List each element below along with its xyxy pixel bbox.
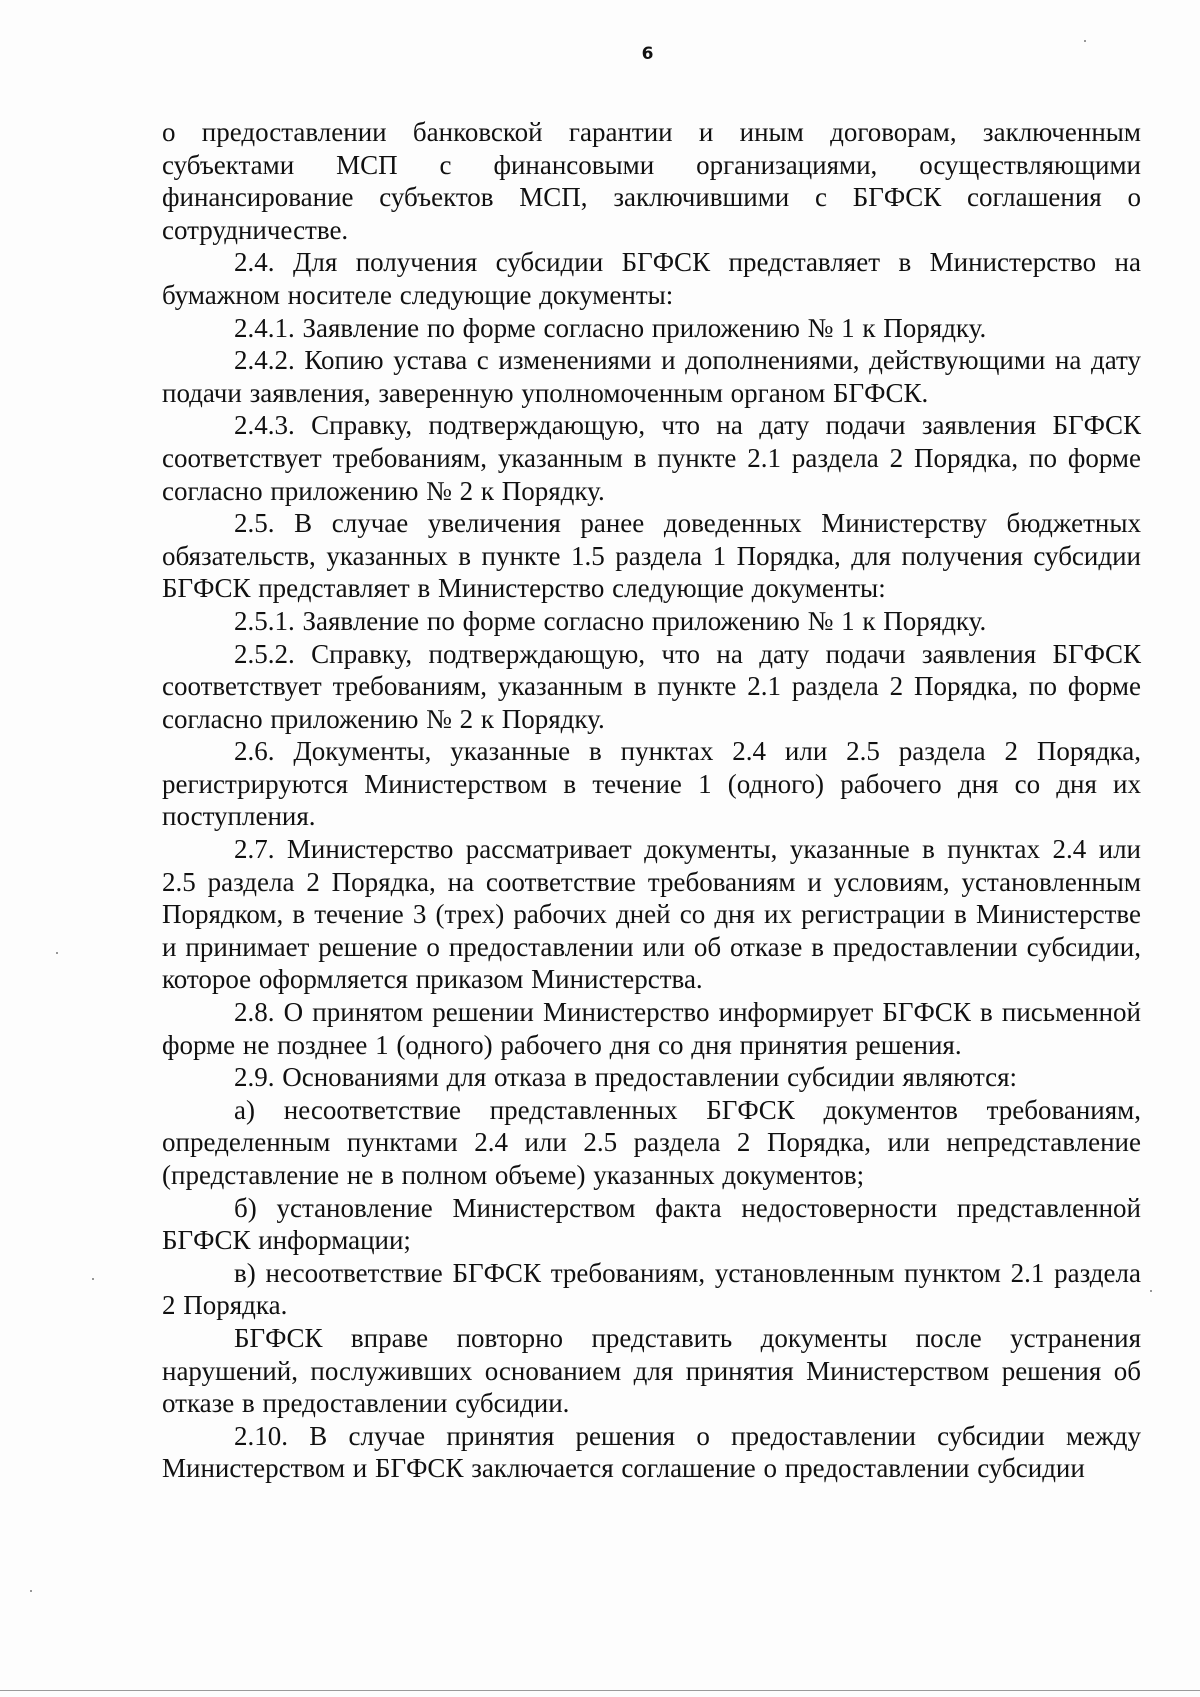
paragraph-2-6: 2.6. Документы, указанные в пунктах 2.4 или 2.5 раздела 2 Порядка, регистрируются Министерством в течение 1 (одного) рабочего дня со дня их поступления. [162,736,1141,832]
scan-speck [56,952,58,954]
paragraph-2-9-a: а) несоответствие представленных БГФСК документов требованиям, определенным пунктами 2.4 или 2.5 раздела 2 Порядка, или непредставление (представление не в полном объеме) указанных документов; [162,1094,1141,1190]
scan-speck [1084,40,1086,42]
scan-edge-line [0,1690,1200,1691]
paragraph-2-5-1: 2.5.1. Заявление по форме согласно приложению № 1 к Порядку. [234,605,987,636]
paragraph-2-4: 2.4. Для получения субсидии БГФСК представляет в Министерство на бумажном носителе следующие документы: [162,247,1141,310]
page-number: 6 [641,44,654,64]
scan-speck [30,1590,32,1592]
scan-speck [92,1278,94,1280]
paragraph-2-9: 2.9. Основаниями для отказа в предоставлении субсидии являются: [234,1062,1017,1093]
paragraph-2-5: 2.5. В случае увеличения ранее доведенных Министерству бюджетных обязательств, указанных в пункте 1.5 раздела 1 Порядка, для получения субсидии БГФСК представляет в Министерство следующие документы: [162,508,1141,604]
paragraph-resubmission: БГФСК вправе повторно представить документы после устранения нарушений, послуживших основанием для принятия Министерством решения об отказе в предоставлении субсидии. [162,1322,1141,1419]
paragraph-2-4-3: 2.4.3. Справку, подтверждающую, что на дату подачи заявления БГФСК соответствует требованиям, указанным в пункте 2.1 раздела 2 Порядка, по форме согласно приложению № 2 к Порядку. [162,410,1141,506]
paragraph-2-4-1: 2.4.1. Заявление по форме согласно приложению № 1 к Порядку. [234,312,987,343]
paragraph-2-4-2: 2.4.2. Копию устава с изменениями и дополнениями, действующими на дату подачи заявления, заверенную уполномоченным органом БГФСК. [162,345,1141,408]
document-body [162,116,1141,1485]
paragraph-2-8: 2.8. О принятом решении Министерство информирует БГФСК в письменной форме не позднее 1 (одного) рабочего дня со дня принятия решения. [162,997,1141,1060]
scan-speck [1150,1290,1152,1292]
paragraph-2-9-v: в) несоответствие БГФСК требованиям, установленным пунктом 2.1 раздела 2 Порядка. [162,1257,1141,1321]
paragraph-2-9-b: б) установление Министерством факта недостоверности представленной БГФСК информации; [162,1192,1141,1256]
paragraph-2-7: 2.7. Министерство рассматривает документы, указанные в пунктах 2.4 или 2.5 раздела 2 Порядка, на соответствие требованиям и условиям, установленным Порядком, в течение 3 (трех) рабочих дней со дня их регистрации в Министерстве и принимает решение о предоставлении или об отказе в предоставлении субсидии, которое оформляется приказом Министерства. [162,834,1141,995]
paragraph-2-10: 2.10. В случае принятия решения о предоставлении субсидии между Министерством и БГФСК заключается соглашение о предоставлении субсидии [162,1420,1141,1484]
paragraph-2-5-2: 2.5.2. Справку, подтверждающую, что на дату подачи заявления БГФСК соответствует требованиям, указанным в пункте 2.1 раздела 2 Порядка, по форме согласно приложению № 2 к Порядку. [162,638,1141,734]
paragraph-continuation: о предоставлении банковской гарантии и иным договорам, заключенным субъектами МСП с финансовыми организациями, осуществляющими финансирование субъектов МСП, заключившими с БГФСК соглашения о сотрудничестве. [162,117,1141,245]
